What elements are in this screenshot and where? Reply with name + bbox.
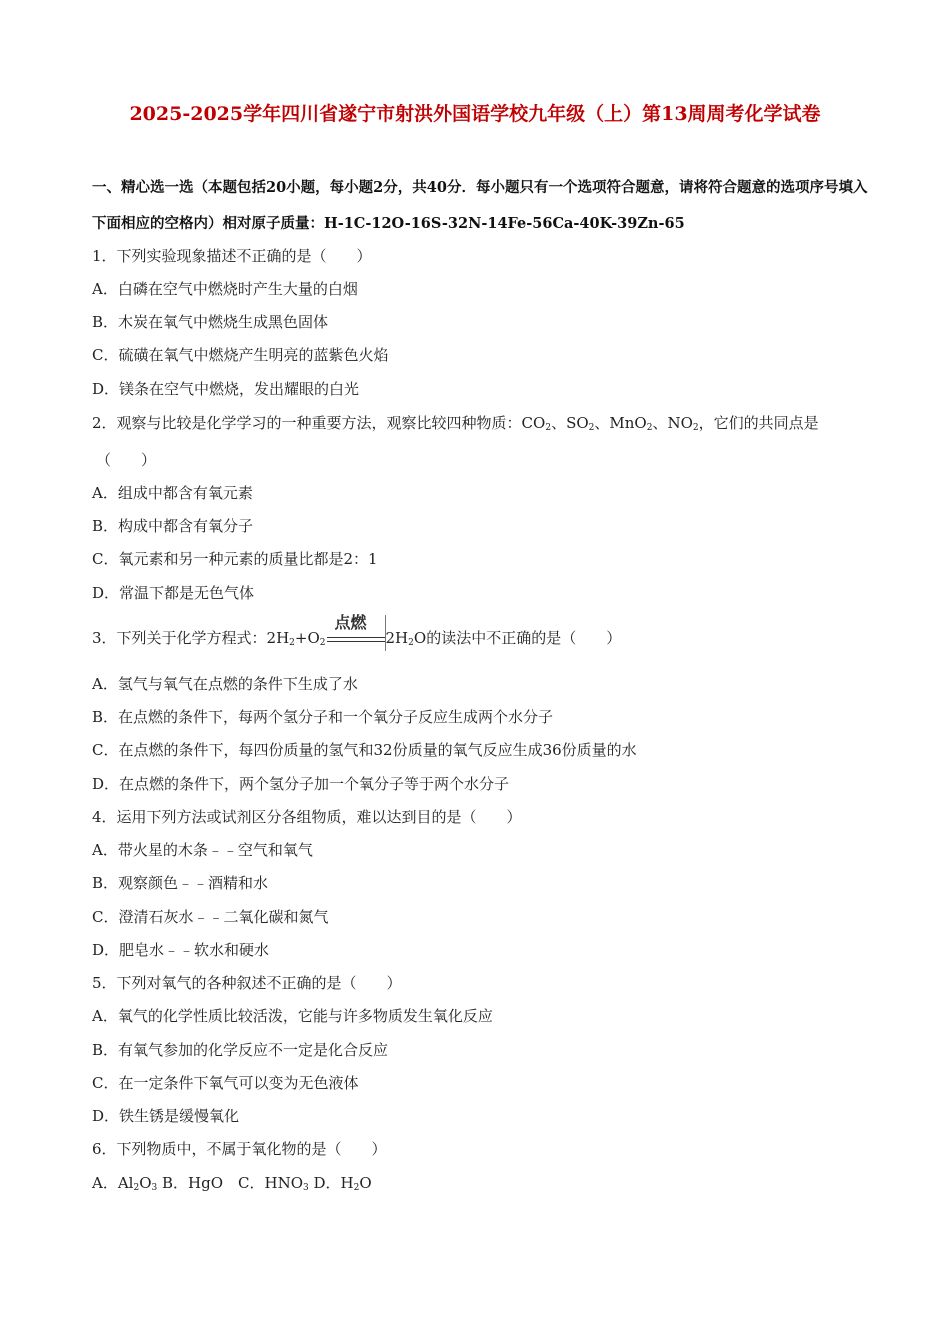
question-3-option-a: A．氢气与氧气在点燃的条件下生成了水 (92, 675, 358, 693)
question-4-option-a: A．带火星的木条﹣﹣空气和氧气 (92, 841, 313, 859)
question-5-option-c: C．在一定条件下氧气可以变为无色液体 (92, 1074, 359, 1092)
reaction-condition: 点燃 (334, 613, 367, 632)
question-5-stem: 5．下列对氧气的各种叙述不正确的是（ ） (92, 974, 402, 992)
question-1-option-d: D．镁条在空气中燃烧，发出耀眼的白光 (92, 380, 360, 398)
equation: $2H_2+O_2$ 点燃 $2H_2O$ (267, 629, 427, 647)
question-3-option-c: C．在点燃的条件下，每四份质量的氢气和32份质量的氧气反应生成36份质量的水 (92, 741, 637, 759)
question-4-option-c: C．澄清石灰水﹣﹣二氧化碳和氮气 (92, 908, 329, 926)
page-title: 2025-2025学年四川省遂宁市射洪外国语学校九年级（上）第13周周考化学试卷 (129, 103, 821, 125)
reaction-arrow (327, 613, 385, 649)
question-6-stem: 6．下列物质中，不属于氧化物的是（ ） (92, 1140, 387, 1158)
question-5-option-d: D．铁生锈是缓慢氧化 (92, 1107, 240, 1125)
question-2-stem: 2．观察与比较是化学学习的一种重要方法，观察比较四种物质：$CO_2$、$SO_2$、MnO$_2$、$NO_2$，它们的共同点是 (92, 414, 819, 433)
question-4-option-b: B．观察颜色﹣﹣酒精和水 (92, 874, 269, 892)
question-3-option-d: D．在点燃的条件下，两个氢分子加一个氧分子等于两个水分子 (92, 775, 510, 793)
question-2-option-c: C．氧元素和另一种元素的质量比都是2：1 (92, 550, 378, 568)
question-5-option-b: B．有氧气参加的化学反应不一定是化合反应 (92, 1041, 389, 1059)
question-6-options: A．$Al_2O_3$ B．HgO C．$HNO_3$ D．$H_2O$ (92, 1174, 372, 1193)
question-5-option-a: A．氧气的化学性质比较活泼，它能与许多物质发生氧化反应 (92, 1007, 493, 1025)
question-1-option-a: A．白磷在空气中燃烧时产生大量的白烟 (92, 280, 358, 298)
question-4-stem: 4．运用下列方法或试剂区分各组物质，难以达到目的是（ ） (92, 808, 522, 826)
question-2-option-b: B．构成中都含有氧分子 (92, 517, 254, 535)
question-3-stem: 3．下列关于化学方程式：$2H_2+O_2$ 点燃 $2H_2O$的读法中不正确的是（ ） (92, 628, 621, 649)
question-1-option-b: B．木炭在氧气中燃烧生成黑色固体 (92, 313, 329, 331)
question-3-option-b: B．在点燃的条件下，每两个氢分子和一个氧分子反应生成两个水分子 (92, 708, 554, 726)
section-heading: 一、精心选一选（本题包括20小题，每小题2分，共40分．每小题只有一个选项符合题意，请将符合题意的选项序号填入下面相应的空格内）相对原子质量：H-1C-12O-16S-32N-14Fe-56Ca-40K-39Zn-65 (92, 179, 868, 232)
question-1-option-c: C．硫磺在氧气中燃烧产生明亮的蓝紫色火焰 (92, 346, 389, 364)
question-2-option-a: A．组成中都含有氧元素 (92, 484, 253, 502)
question-1-stem: 1．下列实验现象描述不正确的是（ ） (92, 247, 372, 265)
question-2-option-d: D．常温下都是无色气体 (92, 584, 255, 602)
question-4-option-d: D．肥皂水﹣﹣软水和硬水 (92, 941, 270, 959)
question-2-answer-paren: （ ） (96, 451, 157, 469)
